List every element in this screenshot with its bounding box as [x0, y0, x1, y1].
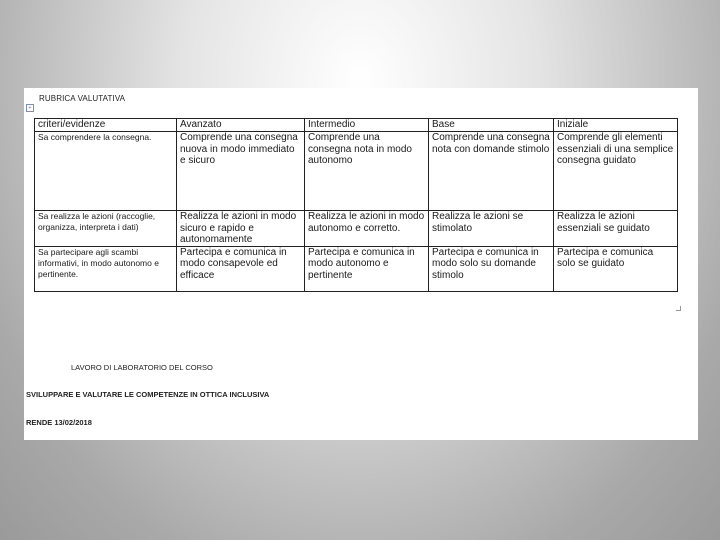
column-header-avanzato: Avanzato [177, 119, 305, 132]
criterion-cell: Sa partecipare agli scambi informativi, in modo autonomo e pertinente. [35, 246, 177, 291]
table-resize-handle[interactable] [676, 306, 681, 311]
lab-title: LAVORO DI LABORATORIO DEL CORSO [71, 363, 213, 372]
table-row [35, 211, 678, 247]
avanzato-cell: Partecipa e comunica in modo consapevole ed efficace [177, 246, 305, 291]
criterion-cell: Sa comprendere la consegna. [35, 132, 177, 211]
iniziale-cell: Realizza le azioni essenziali se guidato [554, 211, 678, 247]
rubric-heading: RUBRICA VALUTATIVA [39, 94, 126, 103]
course-subtitle: SVILUPPARE E VALUTARE LE COMPETENZE IN OTTICA INCLUSIVA [26, 390, 270, 399]
intermedio-cell: Comprende una consegna nota in modo autonomo [305, 132, 429, 211]
base-cell: Comprende una consegna nota con domande stimolo [429, 132, 554, 211]
table-row [35, 246, 678, 291]
column-header-criteria: criteri/evidenze [35, 119, 177, 132]
iniziale-cell: Comprende gli elementi essenziali di una semplice consegna guidato [554, 132, 678, 211]
column-header-iniziale: Iniziale [554, 119, 678, 132]
intermedio-cell: Partecipa e comunica in modo autonomo e pertinente [305, 246, 429, 291]
document-page [24, 88, 698, 440]
avanzato-cell: Realizza le azioni in modo sicuro e rapido e autonomamente [177, 211, 305, 247]
column-header-intermedio: Intermedio [305, 119, 429, 132]
table-header-row [35, 119, 678, 132]
table-anchor-icon[interactable]: + [26, 104, 34, 112]
iniziale-cell: Partecipa e comunica solo se guidato [554, 246, 678, 291]
base-cell: Partecipa e comunica in modo solo su domande stimolo [429, 246, 554, 291]
place-date: RENDE 13/02/2018 [26, 418, 92, 427]
intermedio-cell: Realizza le azioni in modo autonomo e corretto. [305, 211, 429, 247]
avanzato-cell: Comprende una consegna nuova in modo immediato e sicuro [177, 132, 305, 211]
rubric-table [34, 118, 678, 292]
column-header-base: Base [429, 119, 554, 132]
criterion-cell: Sa realizza le azioni (raccoglie, organizza, interpreta i dati) [35, 211, 177, 247]
base-cell: Realizza le azioni se stimolato [429, 211, 554, 247]
table-row [35, 132, 678, 211]
